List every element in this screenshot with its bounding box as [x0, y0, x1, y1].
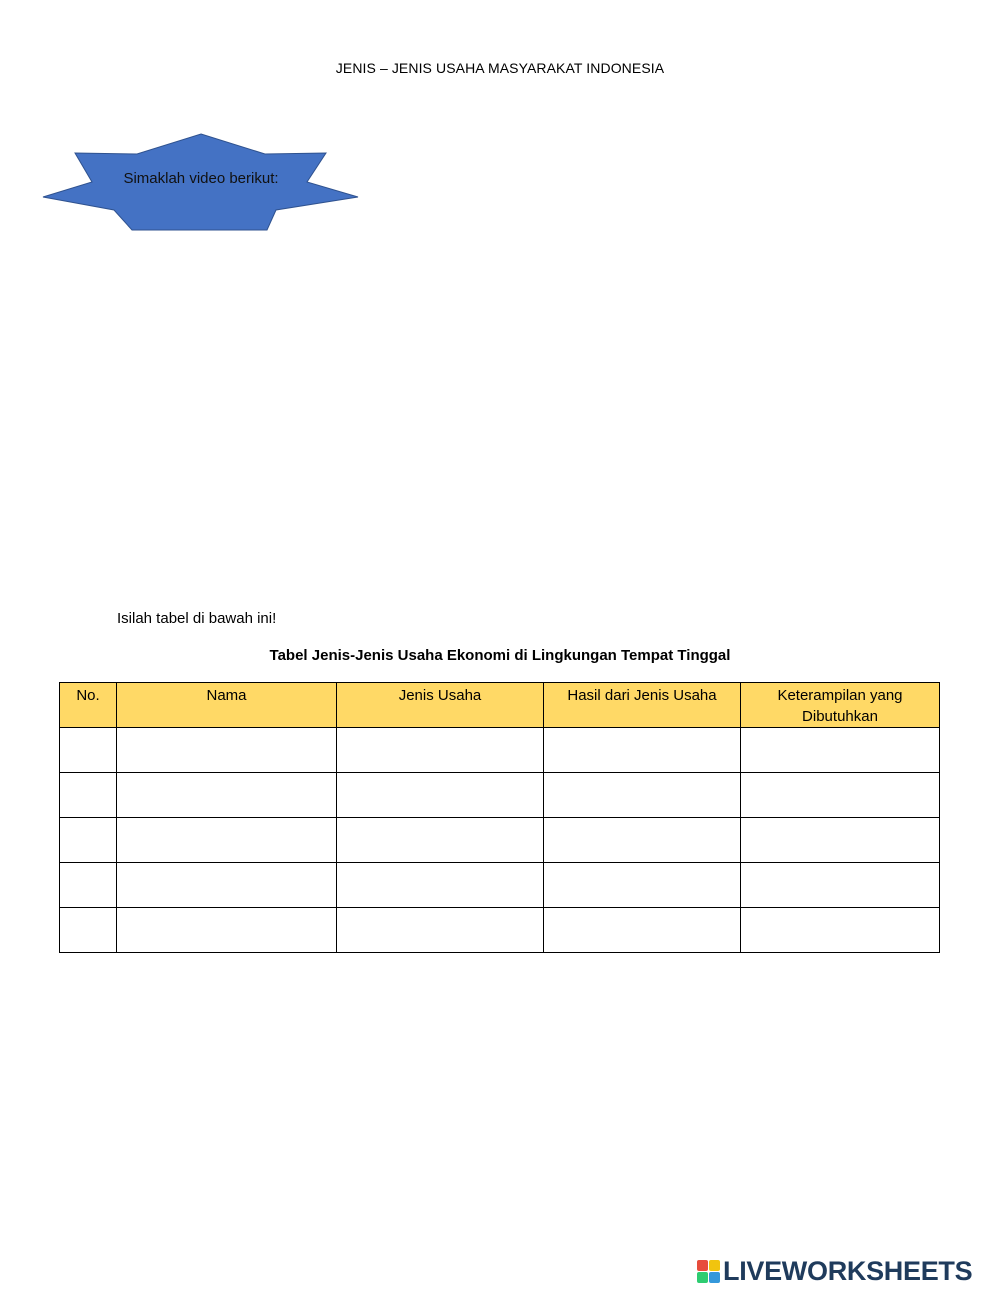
table-row — [60, 908, 940, 953]
table-cell[interactable] — [544, 908, 741, 953]
liveworksheets-logo-icon — [697, 1260, 720, 1283]
table-row — [60, 863, 940, 908]
table-cell[interactable] — [117, 863, 337, 908]
table-cell[interactable] — [741, 773, 940, 818]
table-cell[interactable] — [741, 728, 940, 773]
star-callout — [42, 133, 360, 231]
table-cell[interactable] — [337, 908, 544, 953]
table-cell[interactable] — [60, 908, 117, 953]
table-cell[interactable] — [544, 863, 741, 908]
table-cell[interactable] — [60, 773, 117, 818]
table-cell[interactable] — [337, 818, 544, 863]
table-cell[interactable] — [117, 908, 337, 953]
header-no: No. — [60, 683, 117, 728]
table-cell[interactable] — [337, 863, 544, 908]
table-cell[interactable] — [117, 773, 337, 818]
table-cell[interactable] — [544, 773, 741, 818]
header-hasil: Hasil dari Jenis Usaha — [544, 683, 741, 728]
document-title: JENIS – JENIS USAHA MASYARAKAT INDONESIA — [335, 60, 665, 76]
header-nama: Nama — [117, 683, 337, 728]
table-cell[interactable] — [741, 818, 940, 863]
table-cell[interactable] — [544, 728, 741, 773]
table-cell[interactable] — [60, 863, 117, 908]
header-row — [60, 683, 940, 728]
table-cell[interactable] — [117, 728, 337, 773]
brand-text: LIVEWORKSHEETS — [723, 1255, 973, 1286]
table-cell[interactable] — [544, 818, 741, 863]
table-cell[interactable] — [337, 728, 544, 773]
header-keterampilan: Keterampilan yang Dibutuhkan — [741, 683, 940, 728]
instruction-text: Isilah tabel di bawah ini! — [117, 610, 277, 627]
table-cell[interactable] — [117, 818, 337, 863]
table-cell[interactable] — [741, 863, 940, 908]
table-row — [60, 773, 940, 818]
table-cell[interactable] — [337, 773, 544, 818]
liveworksheets-brand — [697, 1256, 972, 1286]
header-jenis-usaha: Jenis Usaha — [337, 683, 544, 728]
table-row — [60, 818, 940, 863]
star-label: Simaklah video berikut: — [123, 170, 279, 187]
table-title: Tabel Jenis-Jenis Usaha Ekonomi di Lingkungan Tempat Tinggal — [269, 647, 731, 664]
table-cell[interactable] — [741, 908, 940, 953]
worksheet-table — [59, 682, 940, 953]
table-cell[interactable] — [60, 818, 117, 863]
table-cell[interactable] — [60, 728, 117, 773]
table-row — [60, 728, 940, 773]
